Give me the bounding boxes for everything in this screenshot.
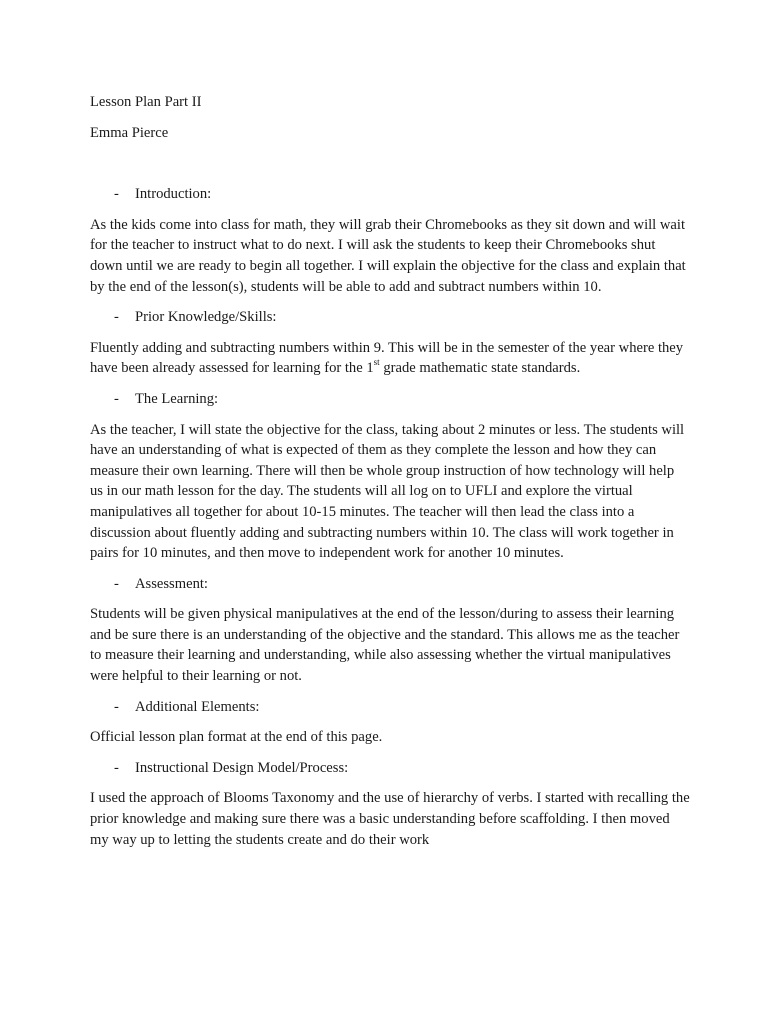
section-heading-instructional-design (90, 758, 690, 779)
body-text: grade mathematic state standards. (379, 360, 581, 377)
section-heading-additional-elements (90, 697, 690, 718)
section-body-introduction: As the kids come into class for math, they will grab their Chromebooks as they sit down and will wait for the teacher to instruct what to do next. I will ask the students to keep their Chromebooks shut down until we are ready to begin all together. I will explain the objective for the class and explain that by the end of the lesson(s), students will be able to add and subtract numbers within 10. (90, 216, 686, 295)
ordinal-superscript: st (373, 357, 380, 368)
heading-text: Introduction: (135, 186, 212, 203)
section-heading-the-learning (90, 389, 690, 410)
document-title: Lesson Plan Part II (90, 94, 202, 110)
section-body-additional-elements: Official lesson plan format at the end of this page. (90, 729, 383, 746)
section-heading-prior-knowledge (90, 307, 690, 328)
section-heading-introduction (90, 184, 690, 205)
body-text: Fluently adding and subtracting numbers within 9. This will be in the semester of the year where they have been already assessed for learning for the 1 (90, 339, 684, 377)
heading-text: Assessment: (135, 575, 208, 592)
bullet-dash: - (114, 698, 119, 715)
bullet-dash: - (114, 759, 119, 776)
bullet-dash: - (114, 309, 119, 326)
section-body-prior-knowledge (90, 338, 690, 379)
bullet-dash: - (114, 186, 119, 203)
heading-text: Additional Elements: (135, 698, 260, 715)
bullet-dash: - (114, 575, 119, 592)
heading-text: Instructional Design Model/Process: (135, 759, 349, 776)
section-heading-assessment (90, 574, 690, 595)
heading-text: The Learning: (135, 390, 219, 407)
section-body-the-learning: As the teacher, I will state the objective for the class, taking about 2 minutes or less. The students will have an understanding of what is expected of them as they complete the lesson and how they can measure their own learning. There will then be whole group instruction of how technology will help us in our math lesson for the day. The students will all log on to UFLI and explore the virtual manipulatives all together for about 10-15 minutes. The teacher will then lead the class into a discussion about fluently adding and subtracting numbers within 10. The class will work together in pairs for 10 minutes, and then move to independent work for another 10 minutes. (90, 421, 685, 562)
document-page (90, 92, 690, 860)
bullet-dash: - (114, 390, 119, 407)
heading-text: Prior Knowledge/Skills: (135, 309, 277, 326)
document-author: Emma Pierce (90, 124, 169, 141)
section-body-instructional-design: I used the approach of Blooms Taxonomy and the use of hierarchy of verbs. I started with recalling the prior knowledge and making sure there was a basic understanding before scaffolding. I then moved my way up to letting the students create and do their work (90, 790, 690, 848)
section-body-assessment: Students will be given physical manipulatives at the end of the lesson/during to assess their learning and be sure there is an understanding of the objective and the standard. This allows me as the teacher to measure their learning and understanding, while also assessing whether the virtual manipulatives were helpful to their learning or not. (90, 606, 680, 685)
